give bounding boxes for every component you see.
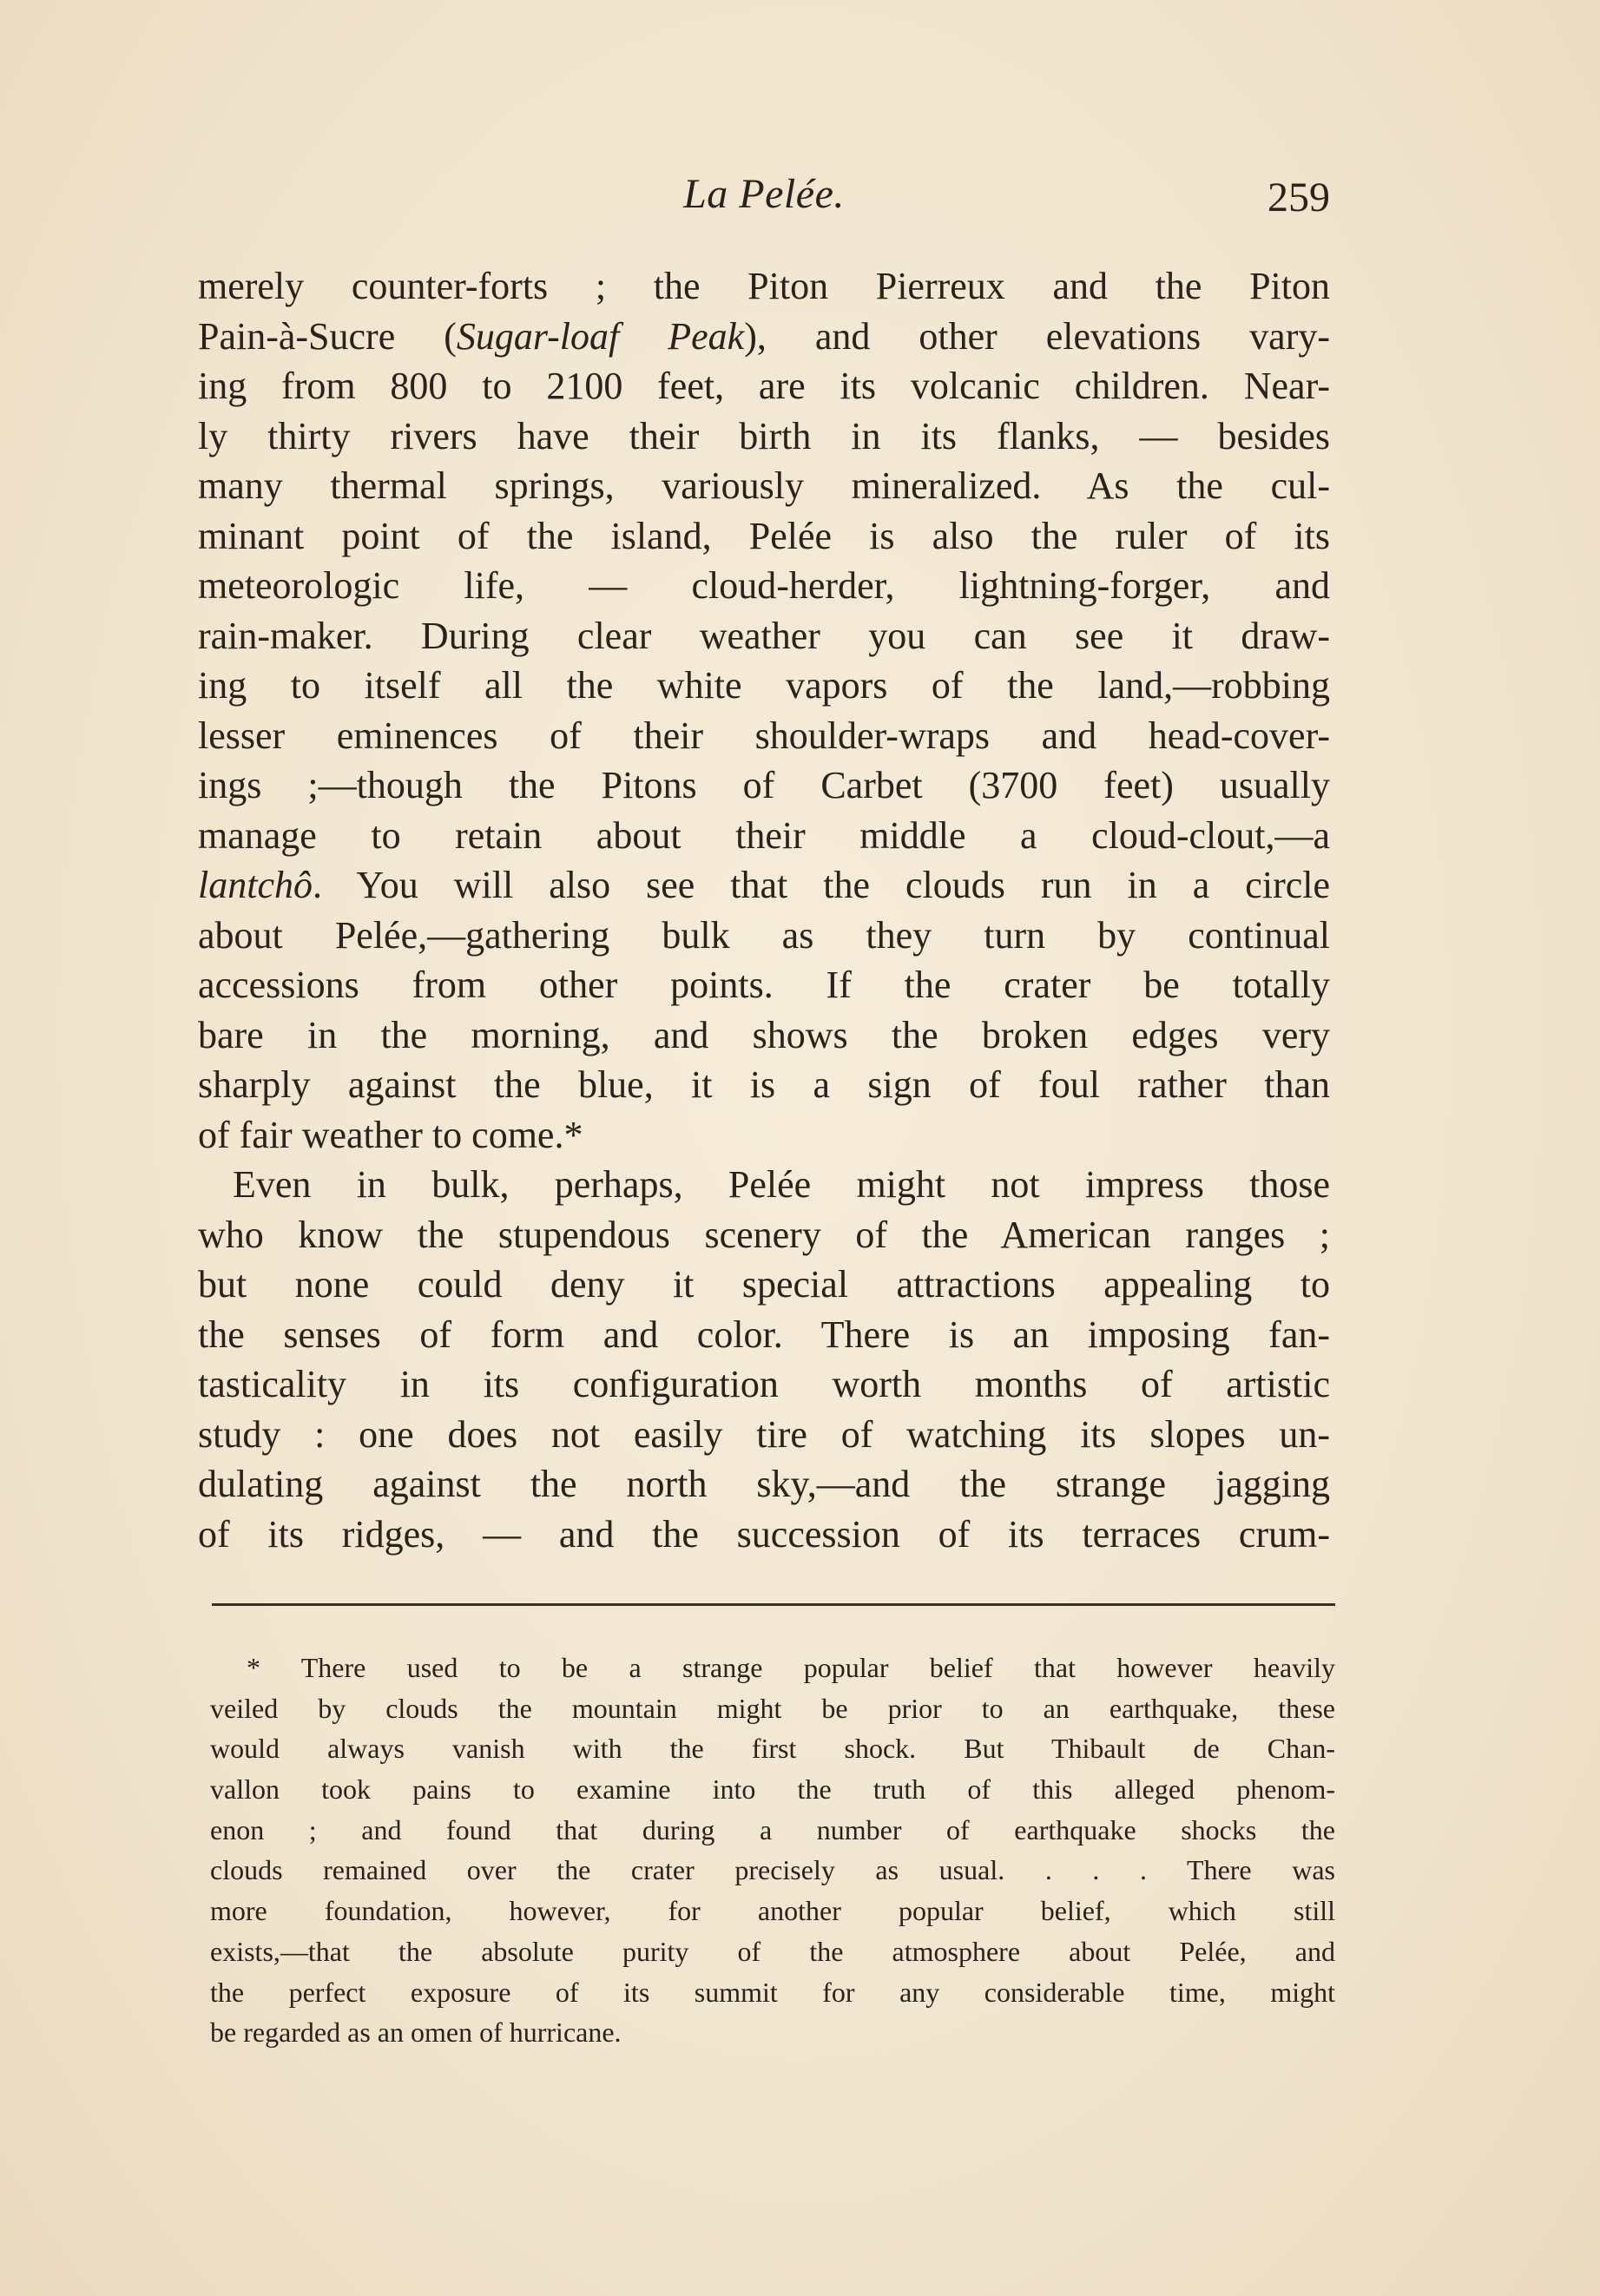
footnote-line: enon ; and found that during a number of earthquake shocks the bbox=[210, 1813, 1335, 1845]
italic-term: lantchô bbox=[198, 864, 313, 906]
body-line: rain-maker. During clear weather you can see it draw- bbox=[198, 614, 1330, 657]
body-line: meteorologic life, — cloud-herder, lightning-forger, and bbox=[198, 564, 1330, 607]
body-line: manage to retain about their middle a cloud-clout,—a bbox=[198, 813, 1330, 857]
footnote-line: veiled by clouds the mountain might be prior to an earthquake, these bbox=[210, 1692, 1335, 1724]
body-line: merely counter-forts ; the Piton Pierreux and the Piton bbox=[198, 265, 1330, 307]
body-line: ing from 800 to 2100 feet, are its volcanic children. Near- bbox=[198, 365, 1330, 407]
footnote-line: the perfect exposure of its summit for any considerable time, might bbox=[210, 1976, 1335, 2008]
body-line: study : one does not easily tire of watching its slopes un- bbox=[198, 1412, 1330, 1456]
body-line: ings ;—though the Pitons of Carbet (3700 feet) usually bbox=[198, 764, 1330, 806]
running-title: La Pelée. bbox=[683, 171, 845, 217]
body-line: bare in the morning, and shows the broken edges very bbox=[198, 1013, 1330, 1056]
body-line-with-italic: Pain-à-Sucre (Sugar-loaf Peak), and other elevations vary- bbox=[198, 314, 1330, 358]
body-line: of fair weather to come.* bbox=[198, 1113, 583, 1156]
body-line-with-italic: lantchô. You will also see that the clouds run in a circle bbox=[198, 864, 1330, 906]
body-line: sharply against the blue, it is a sign of foul rather than bbox=[198, 1063, 1330, 1106]
page-header bbox=[198, 165, 1330, 234]
body-line: minant point of the island, Pelée is also the ruler of its bbox=[198, 514, 1330, 557]
body-line: tasticality in its configuration worth months of artistic bbox=[198, 1363, 1330, 1405]
italic-term: Sugar-loaf Peak bbox=[456, 314, 745, 358]
body-line: dulating against the north sky,—and the strange jagging bbox=[198, 1463, 1330, 1505]
footnote-line: exists,—that the absolute purity of the atmosphere about Pelée, and bbox=[210, 1935, 1335, 1967]
paragraph-start-line: Even in bulk, perhaps, Pelée might not impress those bbox=[233, 1163, 1330, 1206]
body-text bbox=[198, 261, 1330, 1559]
body-line: accessions from other points. If the crater be totally bbox=[198, 964, 1330, 1006]
body-line: lesser eminences of their shoulder-wraps and head-cover- bbox=[198, 714, 1330, 757]
body-line: but none could deny it special attractions appealing to bbox=[198, 1263, 1330, 1306]
footnote-line: be regarded as an omen of hurricane. bbox=[210, 2016, 622, 2049]
body-line: ing to itself all the white vapors of the land,—robbing bbox=[198, 664, 1330, 707]
body-line: about Pelée,—gathering bulk as they turn by continual bbox=[198, 913, 1330, 957]
footnote bbox=[210, 1648, 1335, 2053]
footnote-line: more foundation, however, for another popular belief, which still bbox=[210, 1895, 1335, 1927]
body-line: who know the stupendous scenery of the American ranges ; bbox=[198, 1213, 1330, 1256]
page-number: 259 bbox=[1267, 174, 1330, 220]
footnote-line: * There used to be a strange popular belief that however heavily bbox=[247, 1652, 1335, 1683]
footnote-line: would always vanish with the first shock. But Thibault de Chan- bbox=[210, 1733, 1335, 1765]
body-line: of its ridges, — and the succession of its terraces crum- bbox=[198, 1512, 1330, 1556]
footnote-divider bbox=[212, 1603, 1335, 1606]
body-line: the senses of form and color. There is an imposing fan- bbox=[198, 1312, 1330, 1356]
body-line: ly thirty rivers have their birth in its flanks, — besides bbox=[198, 414, 1330, 457]
footnote-line: clouds remained over the crater precisely as usual. . . . There was bbox=[210, 1854, 1335, 1886]
footnote-line: vallon took pains to examine into the truth of this alleged phenom- bbox=[210, 1773, 1335, 1806]
body-line: many thermal springs, variously mineralized. As the cul- bbox=[198, 464, 1330, 507]
